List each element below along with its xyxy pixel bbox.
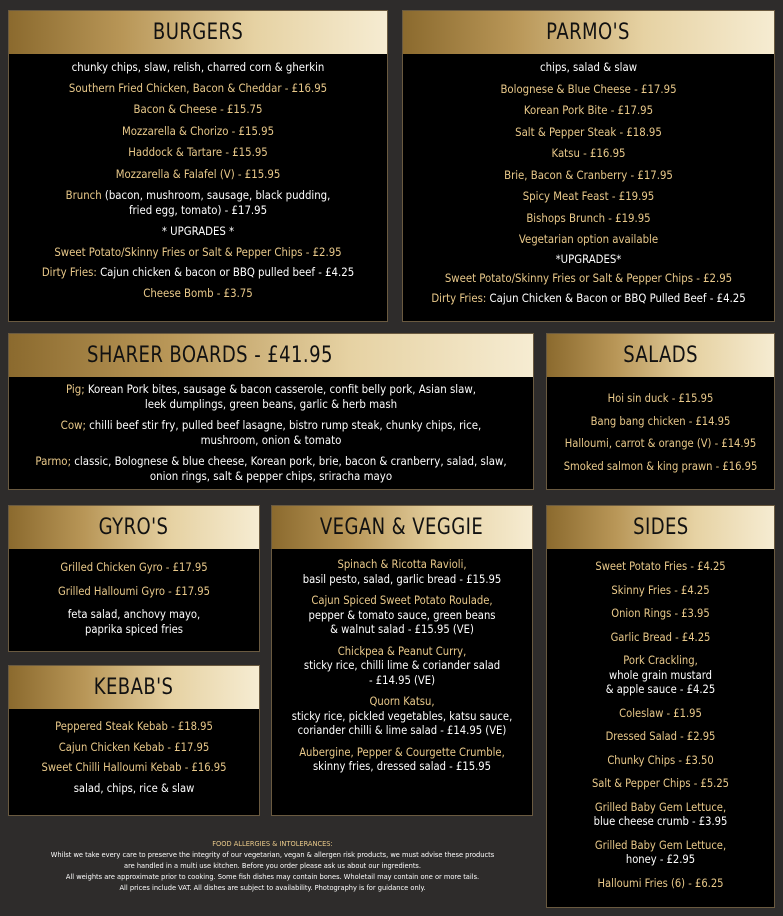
vegan-ravioli-desc: basil pesto, salad, garlic bread - £15.95 bbox=[302, 572, 502, 586]
burger-upgrade: Sweet Potato/Skinny Fries or Salt & Pepper Chips - £2.95 bbox=[54, 245, 342, 259]
footer-line: All weights are approximate prior to cooking. Some fish dishes may contain bones. Wholetail may contain one or more tails. bbox=[65, 872, 480, 881]
sharer-pig-desc-2: leek dumplings, green beans, garlic & herb mash bbox=[144, 396, 398, 411]
burger-upgrade-dirty-fries bbox=[9, 266, 387, 281]
kebab-item: Sweet Chilli Halloumi Kebab - £16.95 bbox=[41, 761, 227, 774]
parmos-panel bbox=[402, 10, 775, 322]
sharer-parmo-desc-2: onion rings, salt & pepper chips, sriracha mayo bbox=[149, 468, 393, 483]
sharer-parmo-desc: classic, Bolognese & blue cheese, Korean pork, brie, bacon & cranberry, salad, slaw, bbox=[74, 454, 507, 468]
salad-item: Halloumi, carrot & orange (V) - £14.95 bbox=[564, 437, 757, 450]
dirty-fries-desc: Cajun chicken & bacon or BBQ pulled beef - £4.25 bbox=[100, 266, 355, 279]
side-crackling-desc: whole grain mustard bbox=[609, 668, 712, 682]
salads-panel bbox=[546, 333, 775, 490]
vegan-quorn-desc-2: coriander chilli & lime salad - £14.95 (VE) bbox=[297, 724, 507, 737]
parmo-upgrade: Sweet Potato/Skinny Fries or Salt & Pepper Chips - £2.95 bbox=[444, 272, 733, 285]
kebabs-desc: salad, chips, rice & slaw bbox=[73, 781, 195, 795]
side-gem1-name: Grilled Baby Gem Lettuce, bbox=[594, 800, 727, 814]
sharer-header bbox=[9, 334, 533, 377]
vegan-curry-desc-2: - £14.95 (VE) bbox=[368, 673, 436, 687]
side-crackling-desc-2: & apple sauce - £4.25 bbox=[605, 683, 716, 696]
parmo-item: Brie, Bacon & Cranberry - £17.95 bbox=[504, 168, 673, 182]
burgers-upgrades-title: * UPGRADES * bbox=[161, 225, 235, 238]
burger-item: Mozzarella & Falafel (V) - £15.95 bbox=[115, 167, 281, 181]
footer-line: All prices include VAT. All dishes are subject to availability. Photography is for guidance only. bbox=[119, 883, 426, 892]
kebab-item: Peppered Steak Kebab - £18.95 bbox=[55, 720, 213, 733]
sharer-cow-desc: chilli beef stir fry, pulled beef lasagne, bistro rump steak, chunky chips, rice, bbox=[89, 418, 482, 432]
side-item: Onion Rings - £3.95 bbox=[611, 607, 710, 620]
vegan-curry-desc: sticky rice, chilli lime & coriander salad bbox=[303, 659, 501, 672]
vegan-header bbox=[272, 506, 532, 549]
vegan-roulade-desc-2: & walnut salad - £15.95 (VE) bbox=[330, 623, 474, 636]
burger-item: Haddock & Tartare - £15.95 bbox=[128, 146, 268, 159]
side-gem2-desc: honey - £2.95 bbox=[625, 853, 696, 866]
sharer-cow-name: Cow; bbox=[60, 418, 86, 432]
burger-item: Bacon & Cheese - £15.75 bbox=[133, 103, 263, 116]
salad-item: Smoked salmon & king prawn - £16.95 bbox=[563, 459, 758, 473]
sharer-panel bbox=[8, 333, 534, 490]
side-item: Chunky Chips - £3.50 bbox=[607, 753, 714, 767]
sharer-pig-desc: Korean Pork bites, sausage & bacon casserole, confit belly pork, Asian slaw, bbox=[87, 382, 477, 396]
vegan-ravioli-name: Spinach & Ricotta Ravioli, bbox=[337, 558, 467, 571]
sharer-cow-desc-2: mushroom, onion & tomato bbox=[200, 432, 342, 447]
salads-header bbox=[547, 334, 774, 377]
burger-item: Mozzarella & Chorizo - £15.95 bbox=[121, 124, 275, 138]
burgers-title: BURGERS bbox=[152, 20, 244, 45]
footer-title: FOOD ALLERGIES & INTOLERANCES: bbox=[212, 839, 333, 848]
gyros-panel bbox=[8, 505, 260, 652]
burger-brunch-desc-2: fried egg, tomato) - £17.95 bbox=[128, 203, 268, 217]
vegan-crumble-name: Aubergine, Pepper & Courgette Crumble, bbox=[299, 745, 505, 759]
footer-line: are handled in a multi use kitchen. Before you order please ask us about our ingredients. bbox=[124, 861, 421, 870]
parmos-upgrades-title: *UPGRADES* bbox=[555, 252, 622, 266]
side-item: Garlic Bread - £4.25 bbox=[610, 630, 711, 644]
parmos-intro: chips, salad & slaw bbox=[540, 61, 637, 74]
side-item: Halloumi Fries (6) - £6.25 bbox=[597, 876, 724, 890]
sides-header bbox=[547, 506, 774, 549]
dirty-fries-label: Dirty Fries: bbox=[431, 291, 487, 305]
vegan-title: VEGAN & VEGGIE bbox=[320, 515, 484, 540]
dirty-fries-label: Dirty Fries: bbox=[41, 266, 97, 279]
sides-title: SIDES bbox=[632, 515, 689, 540]
sharer-pig-name: Pig; bbox=[65, 382, 85, 396]
vegan-roulade-desc: pepper & tomato sauce, green beans bbox=[308, 608, 496, 622]
gyros-desc: feta salad, anchovy mayo, bbox=[67, 608, 201, 621]
parmo-item: Katsu - £16.95 bbox=[551, 147, 626, 160]
gyro-item: Grilled Chicken Gyro - £17.95 bbox=[60, 561, 208, 574]
vegan-roulade-name: Cajun Spiced Sweet Potato Roulade, bbox=[311, 594, 493, 607]
side-gem2-name: Grilled Baby Gem Lettuce, bbox=[594, 838, 727, 852]
parmos-title: PARMO'S bbox=[546, 20, 631, 45]
salads-title: SALADS bbox=[623, 343, 698, 368]
burger-brunch-desc: (bacon, mushroom, sausage, black pudding, bbox=[104, 189, 331, 202]
sharer-parmo bbox=[9, 454, 533, 469]
dirty-fries-desc: Cajun Chicken & Bacon or BBQ Pulled Beef - £4.25 bbox=[489, 291, 746, 305]
burgers-intro: chunky chips, slaw, relish, charred corn & gherkin bbox=[71, 61, 325, 74]
kebabs-title: KEBAB'S bbox=[94, 675, 174, 700]
salad-item: Bang bang chicken - £14.95 bbox=[590, 414, 731, 428]
sides-panel bbox=[546, 505, 775, 908]
sharer-cow bbox=[9, 418, 533, 433]
burger-upgrade: Cheese Bomb - £3.75 bbox=[143, 286, 253, 300]
gyros-title: GYRO'S bbox=[99, 515, 169, 540]
sharer-title: SHARER BOARDS - £41.95 bbox=[87, 343, 333, 368]
gyro-item: Grilled Halloumi Gyro - £17.95 bbox=[58, 584, 210, 598]
side-item: Salt & Pepper Chips - £5.25 bbox=[591, 777, 730, 790]
kebabs-panel bbox=[8, 665, 260, 816]
kebabs-header bbox=[9, 666, 259, 709]
parmo-item: Korean Pork Bite - £17.95 bbox=[523, 104, 654, 117]
vegan-curry-name: Chickpea & Peanut Curry, bbox=[337, 644, 467, 658]
salad-item: Hoi sin duck - £15.95 bbox=[607, 392, 714, 405]
vegan-crumble-desc: skinny fries, dressed salad - £15.95 bbox=[312, 760, 492, 773]
gyros-desc-2: paprika spiced fries bbox=[85, 622, 183, 636]
parmo-upgrade-dirty-fries bbox=[403, 292, 774, 307]
side-item: Dressed Salad - £2.95 bbox=[605, 730, 716, 743]
sharer-parmo-name: Parmo; bbox=[35, 454, 72, 468]
side-crackling-name: Pork Crackling, bbox=[623, 654, 698, 667]
burger-item: Southern Fried Chicken, Bacon & Cheddar - £16.95 bbox=[68, 81, 328, 95]
footer-line: Whilst we take every care to preserve the integrity of our vegetarian, vegan & allergen risk products, we must advise these products bbox=[50, 850, 495, 859]
parmo-item: Bishops Brunch - £19.95 bbox=[526, 211, 651, 225]
allergy-footer bbox=[0, 838, 545, 893]
burgers-panel bbox=[8, 10, 388, 322]
burger-brunch bbox=[9, 189, 387, 204]
kebab-item: Cajun Chicken Kebab - £17.95 bbox=[58, 740, 210, 754]
side-item: Skinny Fries - £4.25 bbox=[611, 583, 710, 597]
parmos-header bbox=[403, 11, 774, 54]
side-item: Sweet Potato Fries - £4.25 bbox=[595, 560, 726, 573]
burger-brunch-name: Brunch bbox=[65, 189, 102, 202]
vegan-panel bbox=[271, 505, 533, 816]
gyros-header bbox=[9, 506, 259, 549]
vegan-quorn-name: Quorn Katsu, bbox=[369, 695, 435, 708]
parmo-vegetarian-note: Vegetarian option available bbox=[518, 233, 659, 246]
parmo-item: Spicy Meat Feast - £19.95 bbox=[522, 190, 655, 203]
parmo-item: Salt & Pepper Steak - £18.95 bbox=[515, 125, 662, 139]
parmo-item: Bolognese & Blue Cheese - £17.95 bbox=[500, 82, 677, 96]
vegan-quorn-desc: sticky rice, pickled vegetables, katsu sauce, bbox=[291, 709, 513, 723]
burgers-header bbox=[9, 11, 387, 54]
sharer-pig bbox=[9, 382, 533, 397]
side-gem1-desc: blue cheese crumb - £3.95 bbox=[593, 815, 728, 828]
side-item: Coleslaw - £1.95 bbox=[619, 706, 702, 720]
